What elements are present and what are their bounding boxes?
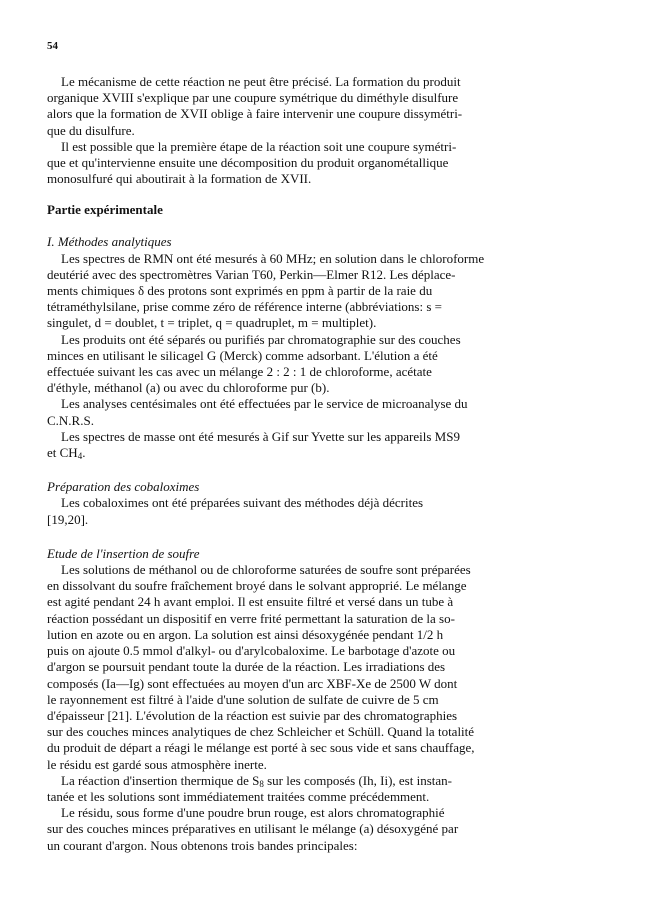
text-line: d'éthyle, méthanol (a) ou avec du chloroforme pur (b).	[47, 380, 330, 396]
text-fragment: et CH	[47, 445, 78, 461]
text-line: le rayonnement est filtré à l'aide d'une solution de sulfate de cuivre de 5 cm	[47, 691, 439, 707]
text-line: est agité pendant 24 h avant emploi. Il est ensuite filtré et versé dans un tube à	[47, 594, 454, 610]
text-line: Les spectres de RMN ont été mesurés à 60 MHz; en solution dans le chloroforme	[61, 250, 485, 266]
text-line: Les produits ont été séparés ou purifiés par chromatographie sur des couches	[61, 331, 461, 347]
subscript: 8	[259, 778, 264, 789]
text-line: réaction possédant un dispositif en verre frité permettant la saturation de la so-	[47, 610, 455, 626]
text-line: sur des couches minces analytiques de chez Schleicher et Schüll. Quand la totalité	[47, 724, 475, 740]
text-line: Le résidu, sous forme d'une poudre brun rouge, est alors chromatographié	[61, 805, 445, 821]
sulfur-section	[47, 562, 617, 854]
cobaloximes-heading: Préparation des cobaloximes	[47, 479, 200, 495]
text-line: ments chimiques δ des protons sont exprimés en ppm à partir de la raie du	[47, 283, 433, 299]
text-fragment: sur les composés (Ih, Ii), est instan-	[263, 772, 452, 788]
sulfur-paragraph	[47, 805, 617, 854]
methods-paragraph	[47, 332, 617, 397]
text-line: tanée et les solutions sont immédiatement traitées comme précédemment.	[47, 788, 430, 804]
text-line: minces en utilisant le silicagel G (Merck) comme adsorbant. L'élution a été	[47, 347, 438, 363]
text-line: deutérié avec des spectromètres Varian T60, Perkin—Elmer R12. Les déplace-	[47, 266, 456, 282]
text-line: monosulfuré qui aboutirait à la formation de XVII.	[47, 171, 312, 187]
intro-paragraph	[47, 74, 617, 139]
text-line: Le mécanisme de cette réaction ne peut être précisé. La formation du produit	[61, 74, 461, 89]
text-line: d'argon se poursuit pendant toute la durée de la réaction. Les irradiations des	[47, 659, 446, 675]
methods-paragraph	[47, 429, 617, 461]
text-line	[47, 445, 617, 461]
sulfur-paragraph	[47, 562, 617, 773]
text-line: que du disulfure.	[47, 122, 135, 138]
page-number: 54	[47, 40, 58, 52]
text-line: organique XVIII s'explique par une coupure symétrique du diméthyle disulfure	[47, 90, 459, 106]
text-line: le résidu est gardé sous atmosphère inerte.	[47, 756, 267, 772]
text-line: C.N.R.S.	[47, 412, 94, 428]
intro-paragraph	[47, 139, 617, 188]
methods-heading: I. Méthodes analytiques	[47, 234, 172, 250]
text-line: Les cobaloximes ont été préparées suivant des méthodes déjà décrites	[61, 495, 424, 511]
methods-paragraph	[47, 396, 617, 428]
intro-section	[47, 74, 617, 187]
sulfur-heading: Etude de l'insertion de soufre	[47, 545, 200, 561]
text-line: Les analyses centésimales ont été effectuées par le service de microanalyse du	[61, 396, 468, 412]
text-line	[47, 773, 617, 789]
text-fragment: .	[82, 445, 86, 461]
methods-paragraph	[47, 251, 617, 332]
text-line: que et qu'intervienne ensuite une décomposition du produit organométallique	[47, 155, 449, 171]
page	[47, 40, 617, 854]
text-line: d'épaisseur [21]. L'évolution de la réaction est suivie par des chromatographies	[47, 707, 458, 723]
text-line: effectuée suivant les cas avec un mélange 2 : 2 : 1 de chloroforme, acétate	[47, 364, 432, 380]
text-fragment: La réaction d'insertion thermique de S	[61, 772, 260, 788]
text-line: puis on ajoute 0.5 mmol d'alkyl- ou d'arylcobaloxime. Le barbotage d'azote ou	[47, 643, 456, 659]
cobaloximes-section	[47, 495, 617, 527]
text-line: Il est possible que la première étape de la réaction soit une coupure symétri-	[61, 138, 457, 154]
cobaloximes-paragraph	[47, 495, 617, 527]
text-line: Les solutions de méthanol ou de chloroforme saturées de soufre sont préparées	[61, 562, 471, 578]
text-line: singulet, d = doublet, t = triplet, q = quadruplet, m = multiplet).	[47, 315, 377, 331]
text-line: un courant d'argon. Nous obtenons trois bandes principales:	[47, 837, 358, 853]
text-line: Les spectres de masse ont été mesurés à Gif sur Yvette sur les appareils MS9	[61, 428, 460, 444]
text-line: tétraméthylsilane, prise comme zéro de référence interne (abbréviations: s =	[47, 299, 442, 315]
section-title: Partie expérimentale	[47, 202, 163, 218]
subscript: 4	[77, 451, 83, 462]
text-line: sur des couches minces préparatives en utilisant le mélange (a) désoxygéné par	[47, 821, 459, 837]
text-line: lution en azote ou en argon. La solution est ainsi désoxygénée pendant 1/2 h	[47, 626, 444, 642]
text-line: alors que la formation de XVII oblige à faire intervenir une coupure dissymétri-	[47, 106, 463, 122]
methods-section	[47, 251, 617, 462]
sulfur-paragraph	[47, 773, 617, 805]
text-line: du produit de départ a réagi le mélange est porté à sec sous vide et sans chauffage,	[47, 740, 475, 756]
text-line: composés (Ia—Ig) sont effectuées au moyen d'un arc XBF-Xe de 2500 W dont	[47, 675, 458, 691]
text-line: [19,20].	[47, 511, 89, 527]
text-line: en dissolvant du soufre fraîchement broyé dans le solvant approprié. Le mélange	[47, 578, 467, 594]
